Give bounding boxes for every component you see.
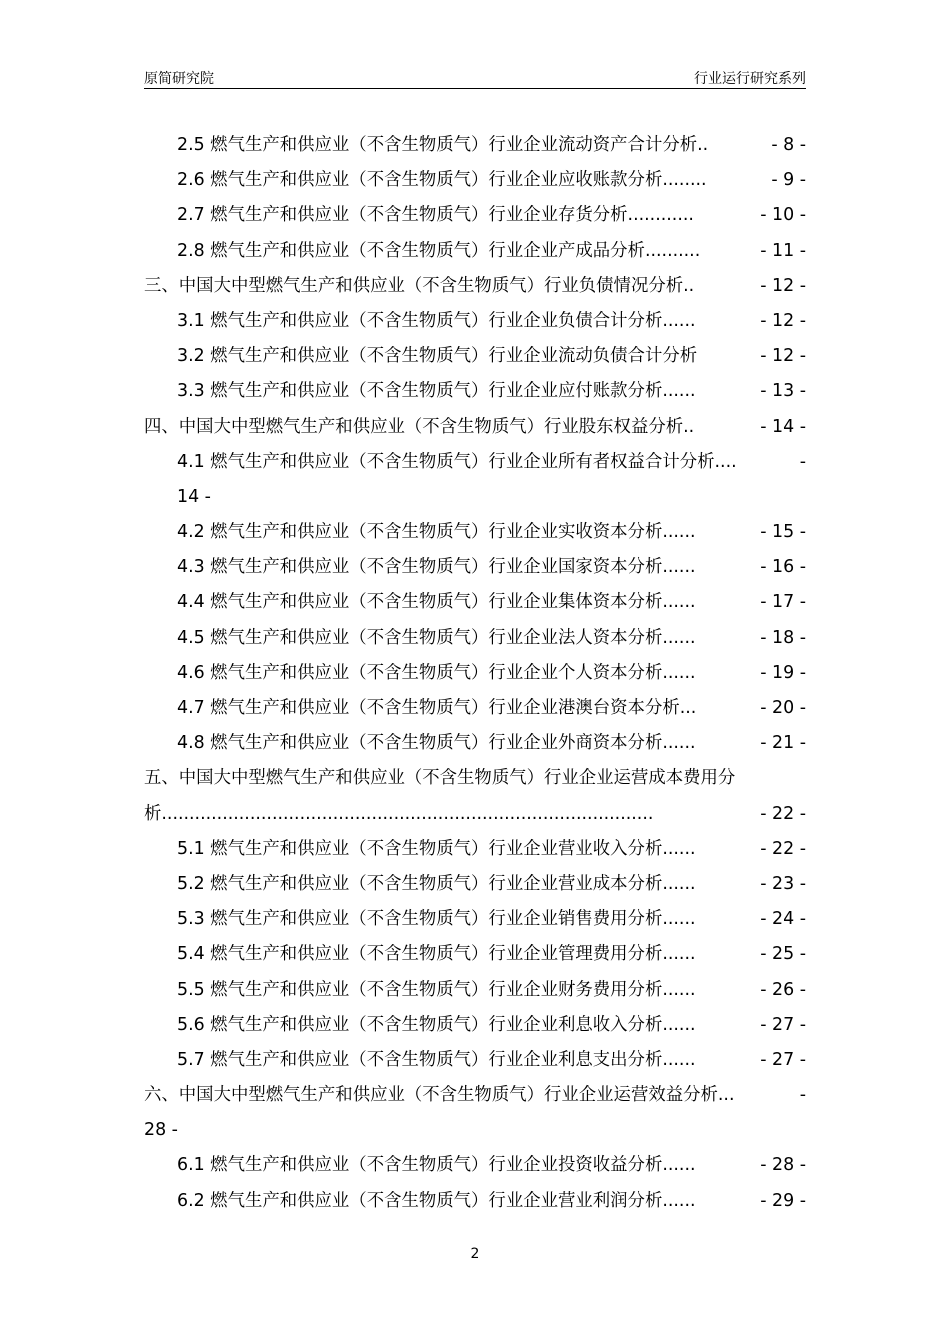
toc-entry-title: 四、中国大中型燃气生产和供应业（不含生物质气）行业股东权益分析..: [144, 416, 695, 437]
toc-entry-title: 5.7 燃气生产和供应业（不含生物质气）行业企业利息支出分析......: [177, 1049, 696, 1070]
toc-entry[interactable]: [144, 973, 806, 1008]
toc-entry-page: - 28 -: [760, 1148, 806, 1183]
toc-entry[interactable]: [144, 515, 806, 550]
toc-entry-page: - 14 -: [760, 410, 806, 445]
toc-entry-page: - 9 -: [771, 163, 806, 198]
toc-entry-page: - 24 -: [760, 902, 806, 937]
toc-entry-title: 28 -: [144, 1120, 178, 1141]
toc-entry-title: 3.2 燃气生产和供应业（不含生物质气）行业企业流动负债合计分析: [177, 346, 698, 367]
toc-entry-title: 2.7 燃气生产和供应业（不含生物质气）行业企业存货分析............: [177, 205, 694, 226]
toc-entry-page: -: [800, 1078, 806, 1113]
toc-entry-title: 3.3 燃气生产和供应业（不含生物质气）行业企业应付账款分析......: [177, 381, 696, 402]
toc-entry-title: 5.5 燃气生产和供应业（不含生物质气）行业企业财务费用分析......: [177, 979, 696, 1000]
toc-entry[interactable]: [144, 410, 806, 445]
toc-entry[interactable]: [144, 902, 806, 937]
toc-entry-title: 4.6 燃气生产和供应业（不含生物质气）行业企业个人资本分析......: [177, 662, 696, 683]
toc-entry-title: 5.6 燃气生产和供应业（不含生物质气）行业企业利息收入分析......: [177, 1014, 696, 1035]
toc-entry-title: 5.3 燃气生产和供应业（不含生物质气）行业企业销售费用分析......: [177, 909, 696, 930]
toc-entry[interactable]: [144, 656, 806, 691]
toc-entry-page: - 19 -: [760, 656, 806, 691]
toc-entry[interactable]: [144, 832, 806, 867]
toc-entry-title: 4.2 燃气生产和供应业（不含生物质气）行业企业实收资本分析......: [177, 522, 696, 543]
toc-entry-page: - 23 -: [760, 867, 806, 902]
toc-entry-page: - 11 -: [760, 234, 806, 269]
toc-entry-page: - 15 -: [760, 515, 806, 550]
header-org-name: 原简研究院: [144, 71, 214, 87]
toc-entry-title: 4.1 燃气生产和供应业（不含生物质气）行业企业所有者权益合计分析....: [177, 451, 737, 472]
toc-entry[interactable]: [144, 726, 806, 761]
toc-entry-page: - 17 -: [760, 585, 806, 620]
toc-entry[interactable]: [144, 445, 806, 480]
toc-entry-page: - 26 -: [760, 973, 806, 1008]
toc-entry[interactable]: [144, 1148, 806, 1183]
toc-entry-page: - 12 -: [760, 339, 806, 374]
toc-entry[interactable]: [144, 198, 806, 233]
toc-entry[interactable]: [144, 937, 806, 972]
toc-entry-title: 14 -: [177, 486, 211, 507]
toc-entry[interactable]: [144, 1113, 806, 1148]
toc-entry-title: 六、中国大中型燃气生产和供应业（不含生物质气）行业企业运营效益分析...: [144, 1085, 735, 1106]
toc-entry-page: - 22 -: [760, 797, 806, 832]
toc-entry-title: 4.4 燃气生产和供应业（不含生物质气）行业企业集体资本分析......: [177, 592, 696, 613]
toc-entry[interactable]: [144, 585, 806, 620]
toc-entry[interactable]: [144, 269, 806, 304]
toc-entry-title: 2.6 燃气生产和供应业（不含生物质气）行业企业应收账款分析........: [177, 170, 707, 191]
toc-entry[interactable]: [144, 304, 806, 339]
toc-entry-page: -: [800, 445, 806, 480]
table-of-contents: [144, 128, 806, 1219]
toc-entry[interactable]: [144, 234, 806, 269]
toc-entry[interactable]: [144, 621, 806, 656]
toc-entry-page: - 20 -: [760, 691, 806, 726]
toc-entry-page: - 16 -: [760, 550, 806, 585]
toc-entry-title: 4.5 燃气生产和供应业（不含生物质气）行业企业法人资本分析......: [177, 627, 696, 648]
page-number: 2: [470, 1246, 480, 1262]
toc-entry-title: 6.2 燃气生产和供应业（不含生物质气）行业企业营业利润分析......: [177, 1190, 696, 1211]
toc-entry-page: - 10 -: [760, 198, 806, 233]
toc-entry-page: - 27 -: [760, 1043, 806, 1078]
toc-entry-page: - 27 -: [760, 1008, 806, 1043]
toc-entry-page: - 12 -: [760, 304, 806, 339]
toc-entry[interactable]: [144, 1008, 806, 1043]
toc-entry[interactable]: [144, 1078, 806, 1113]
toc-entry-title: 五、中国大中型燃气生产和供应业（不含生物质气）行业企业运营成本费用分: [144, 768, 736, 789]
toc-entry-page: - 13 -: [760, 374, 806, 409]
toc-entry-title: 2.5 燃气生产和供应业（不含生物质气）行业企业流动资产合计分析..: [177, 135, 709, 155]
toc-entry[interactable]: [144, 867, 806, 902]
toc-entry-title: 4.3 燃气生产和供应业（不含生物质气）行业企业国家资本分析......: [177, 557, 696, 578]
toc-entry-page: - 12 -: [760, 269, 806, 304]
toc-entry-title: 5.1 燃气生产和供应业（不含生物质气）行业企业营业收入分析......: [177, 838, 696, 859]
toc-entry-page: - 21 -: [760, 726, 806, 761]
toc-entry-title: 三、中国大中型燃气生产和供应业（不含生物质气）行业负债情况分析..: [144, 275, 695, 296]
header-series-name: 行业运行研究系列: [694, 71, 806, 87]
toc-entry-page: - 25 -: [760, 937, 806, 972]
toc-entry[interactable]: [144, 797, 806, 832]
toc-entry-title: 析.........................................................................................: [144, 803, 654, 824]
toc-entry-page: - 29 -: [760, 1184, 806, 1219]
toc-entry[interactable]: [144, 1184, 806, 1219]
toc-entry[interactable]: [144, 761, 806, 796]
page-header: [144, 66, 806, 89]
toc-entry-page: - 18 -: [760, 621, 806, 656]
toc-entry-title: 6.1 燃气生产和供应业（不含生物质气）行业企业投资收益分析......: [177, 1155, 696, 1176]
toc-entry[interactable]: [144, 691, 806, 726]
toc-entry[interactable]: [144, 339, 806, 374]
toc-entry-title: 2.8 燃气生产和供应业（不含生物质气）行业企业产成品分析..........: [177, 240, 701, 261]
toc-entry-page: - 22 -: [760, 832, 806, 867]
toc-entry-title: 4.7 燃气生产和供应业（不含生物质气）行业企业港澳台资本分析...: [177, 698, 697, 718]
toc-entry[interactable]: [144, 374, 806, 409]
toc-entry[interactable]: [144, 1043, 806, 1078]
toc-entry[interactable]: [144, 163, 806, 198]
toc-entry-page: - 8 -: [771, 128, 806, 163]
toc-entry-title: 3.1 燃气生产和供应业（不含生物质气）行业企业负债合计分析......: [177, 310, 696, 331]
toc-entry-title: 5.4 燃气生产和供应业（不含生物质气）行业企业管理费用分析......: [177, 944, 696, 965]
toc-entry[interactable]: [144, 128, 806, 163]
toc-entry[interactable]: [144, 550, 806, 585]
toc-entry-title: 5.2 燃气生产和供应业（不含生物质气）行业企业营业成本分析......: [177, 873, 696, 894]
toc-entry[interactable]: [144, 480, 806, 515]
toc-entry-title: 4.8 燃气生产和供应业（不含生物质气）行业企业外商资本分析......: [177, 733, 696, 754]
